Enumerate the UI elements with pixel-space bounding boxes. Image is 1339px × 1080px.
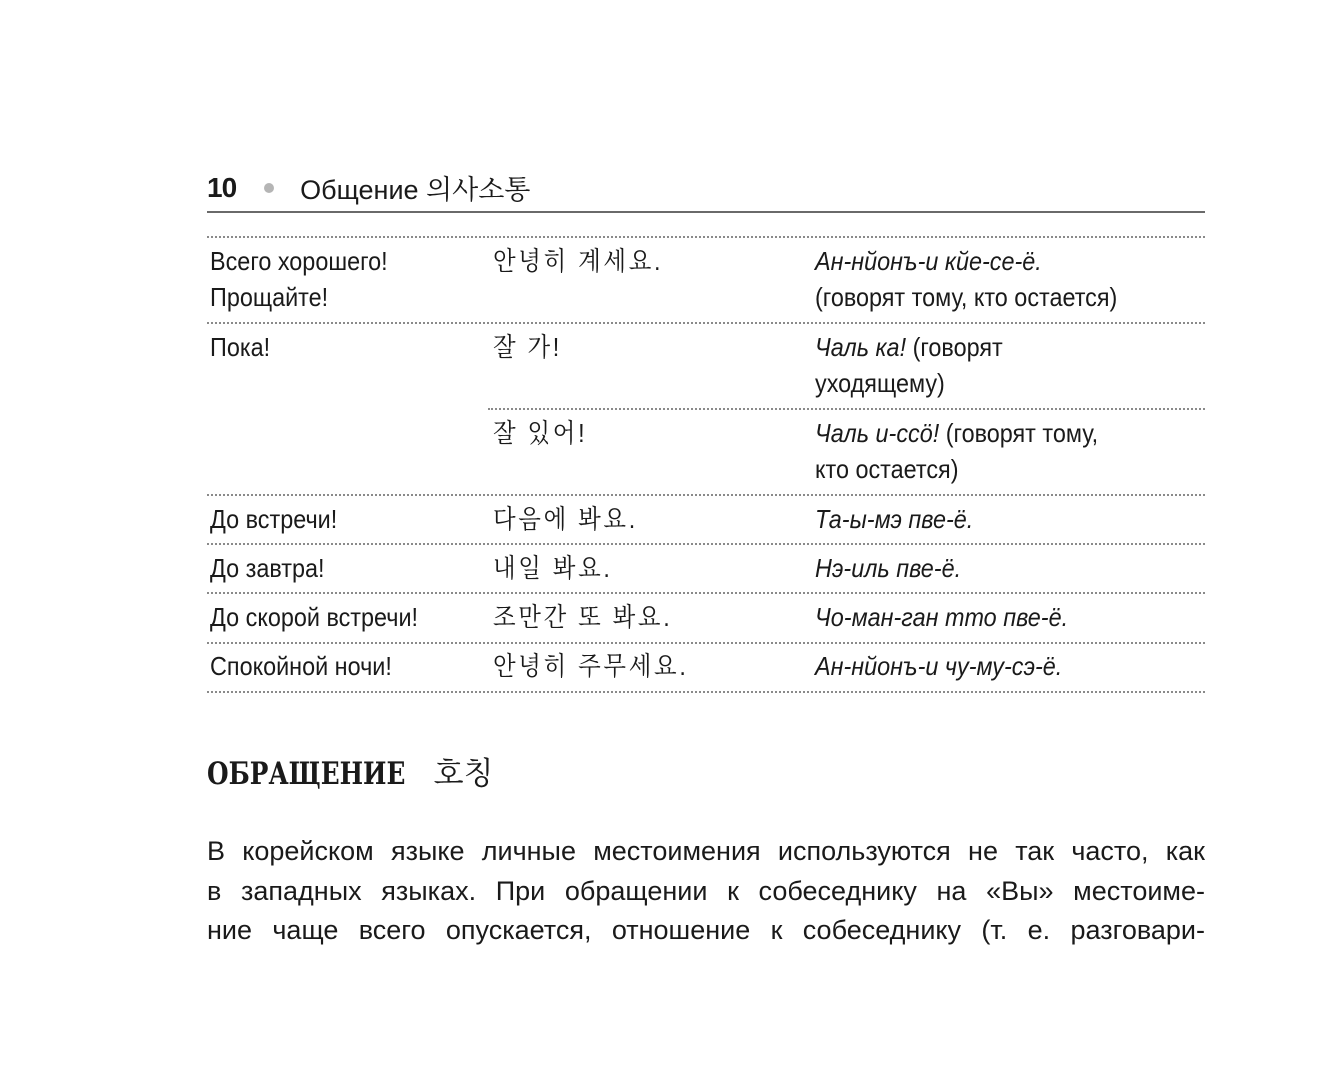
paragraph-line: в западных языках. При обращении к собеседнику на «Вы» местоиме- bbox=[207, 876, 1205, 906]
row-divider bbox=[207, 494, 1205, 496]
russian-phrase: До завтра! bbox=[210, 553, 325, 583]
transcription: Та-ы-мэ пве-ё. bbox=[815, 504, 974, 534]
korean-phrase: 조만간 또 봐요. bbox=[493, 602, 673, 632]
transcription-text: Чаль ка! bbox=[815, 332, 907, 362]
table-row bbox=[210, 243, 388, 315]
bullet-dot bbox=[264, 183, 274, 193]
usage-note: (говорят тому, bbox=[945, 418, 1099, 448]
russian-phrase: Спокойной ночи! bbox=[210, 651, 392, 681]
section-title-korean: 호칭 bbox=[433, 756, 494, 791]
russian-phrase: До скорой встречи! bbox=[210, 602, 419, 632]
korean-phrase: 안녕히 계세요. bbox=[493, 246, 664, 276]
row-divider bbox=[207, 236, 1205, 238]
running-header bbox=[207, 168, 530, 207]
chapter-title: Общение 의사소통 bbox=[300, 175, 531, 205]
transcription: Нэ-иль пве-ё. bbox=[815, 553, 962, 583]
paragraph-line: В корейском языке личные местоимения используются не так часто, как bbox=[207, 836, 1205, 866]
row-divider bbox=[207, 592, 1205, 594]
korean-phrase: 잘 가! bbox=[493, 332, 563, 362]
row-divider bbox=[207, 642, 1205, 644]
korean-phrase: 잘 있어! bbox=[493, 418, 588, 448]
usage-note: уходящему) bbox=[815, 368, 945, 398]
usage-note: (говорят bbox=[912, 332, 1003, 362]
header-rule bbox=[207, 211, 1205, 213]
transcription bbox=[815, 329, 1003, 401]
russian-phrase: Всего хорошего! bbox=[210, 246, 388, 276]
row-divider bbox=[207, 322, 1205, 324]
section-title: ОБРАЩЕНИЕ bbox=[207, 756, 406, 792]
transcription-text: Чаль и-ссӧ! bbox=[815, 418, 940, 448]
row-divider bbox=[207, 543, 1205, 545]
paragraph-line: ние чаще всего опускается, отношение к собеседнику (т. е. разговари- bbox=[207, 915, 1205, 945]
korean-phrase: 내일 봐요. bbox=[493, 553, 613, 583]
transcription bbox=[815, 415, 1098, 487]
usage-note: (говорят тому, кто остается) bbox=[815, 282, 1118, 312]
transcription-text: Ан-нйонъ-и кйе-се-ё. bbox=[815, 246, 1042, 276]
transcription: Чо-ман-ган тто пве-ё. bbox=[815, 602, 1069, 632]
page-number: 10 bbox=[207, 171, 237, 203]
row-divider bbox=[488, 408, 1205, 410]
russian-phrase: Прощайте! bbox=[210, 282, 329, 312]
korean-phrase: 안녕히 주무세요. bbox=[493, 651, 689, 681]
transcription: Ан-нйонъ-и чу-му-сэ-ё. bbox=[815, 651, 1063, 681]
russian-phrase: До встречи! bbox=[210, 504, 338, 534]
usage-note: кто остается) bbox=[815, 454, 959, 484]
korean-phrase: 다음에 봐요. bbox=[493, 504, 638, 534]
russian-phrase: Пока! bbox=[210, 332, 271, 362]
transcription bbox=[815, 243, 1117, 315]
row-divider bbox=[207, 691, 1205, 693]
section-heading bbox=[207, 748, 494, 793]
